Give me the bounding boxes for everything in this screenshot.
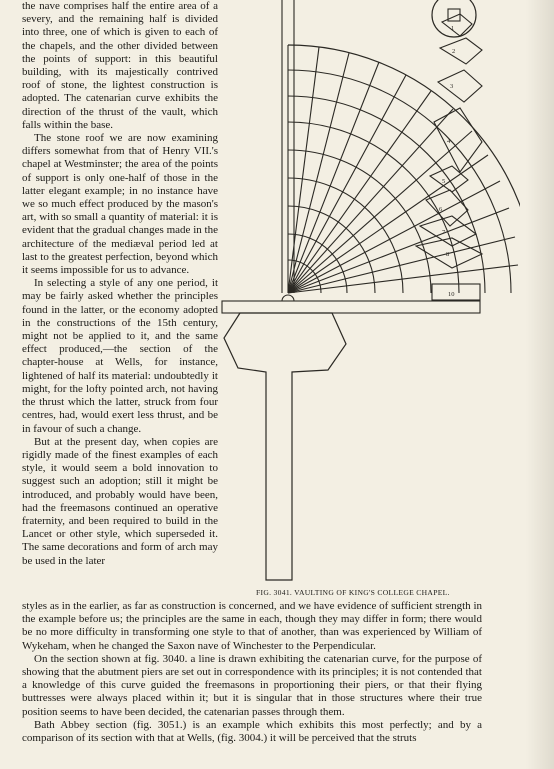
vaulting-figure [220, 0, 520, 600]
paragraph-5: styles as in the earlier, as far as construction is concerned, and we have evidence of sufficient strength in the example before us; the principles are the same in each, though they may differ in form; there would be no more difficulty in transforming one style to that of another, than was experienced by William of Wykeham, when he changed the Saxon nave of Winchester to the Perpendicular. [22, 600, 482, 652]
left-text-column [22, 0, 218, 568]
rib-label: 7 [442, 229, 446, 236]
paragraph-1: the nave comprises half the entire area of a severy, and the remaining half is divided into three, one of which is given to each of the chapels, and the other divided between the points of support: in this beautiful building, with its majestically contrived roof of stone, the lightest construction is adopted. The catenarian curve exhibits the direction of the thrust of the vault, which falls within the base. [22, 0, 218, 131]
paragraph-7: Bath Abbey section (fig. 3051.) is an example which exhibits this most perfectly; and by a comparison of its section with that at Wells, (fig. 3004.) it will be perceived that the struts [22, 718, 482, 745]
full-width-text [22, 600, 482, 745]
paragraph-6: On the section shown at fig. 3040. a line is drawn exhibiting the catenarian curve, for the purpose of showing that the abutment piers are set out in correspondence with its principles; it is not contended that a knowledge of this curve guided the freemasons in proportioning their piers, or that their flying buttresses were always placed within it; but it is singular that in those structures where their true position seems to have been decided, the catenarian passes through them. [22, 652, 482, 718]
paragraph-3: In selecting a style of any one period, it may be fairly asked whether the principles found in the latter, or the economy adopted in the constructions of the 15th century, might not be applied to it, and the same effect produced,—the section of the chapter-house at Wells, for instance, lightened of half its material: undoubtedly it might, for the lofty pointed arch, not having the thrust which the latter, struck from four centres, had, would exert less thrust, and be in favour of such a change. [22, 277, 218, 435]
rib-label: 3 [450, 83, 454, 90]
rib-label: 1 [451, 25, 455, 32]
rib-label: 2 [452, 48, 456, 55]
rib-label: 10 [448, 291, 455, 298]
figure-caption: FIG. 3041. VAULTING OF KING'S COLLEGE CHAPEL. [256, 588, 450, 597]
paragraph-2: The stone roof we are now examining differs somewhat from that of Henry VII.'s chapel at Westminster; the area of the points of support is only one-half of those in the latter elegant example; in no instance have we so much effect produced by the mason's art, with so small a quantity of material: it is evident that the gradual changes made in the architecture of the mediæval period led at last to the greatest perfection, beyond which it seems impossible for us to advance. [22, 132, 218, 277]
rib-label: 6 [439, 206, 443, 213]
rib-label: 4 [447, 138, 451, 145]
vaulting-diagram [220, 0, 520, 600]
page-edge-shadow [526, 0, 554, 769]
rib-label: 8 [446, 251, 450, 258]
paragraph-4: But at the present day, when copies are rigidly made of the finest examples of each style, it would seem a bold innovation to suggest such an adoption; still it might be introduced, and probably would have been, had the freemasons continued an operative fraternity, and been required to build in the Lancet or other style, which superseded it. The same decorations and form of arch may be used in the later [22, 435, 218, 567]
rib-label: 5 [442, 178, 446, 185]
